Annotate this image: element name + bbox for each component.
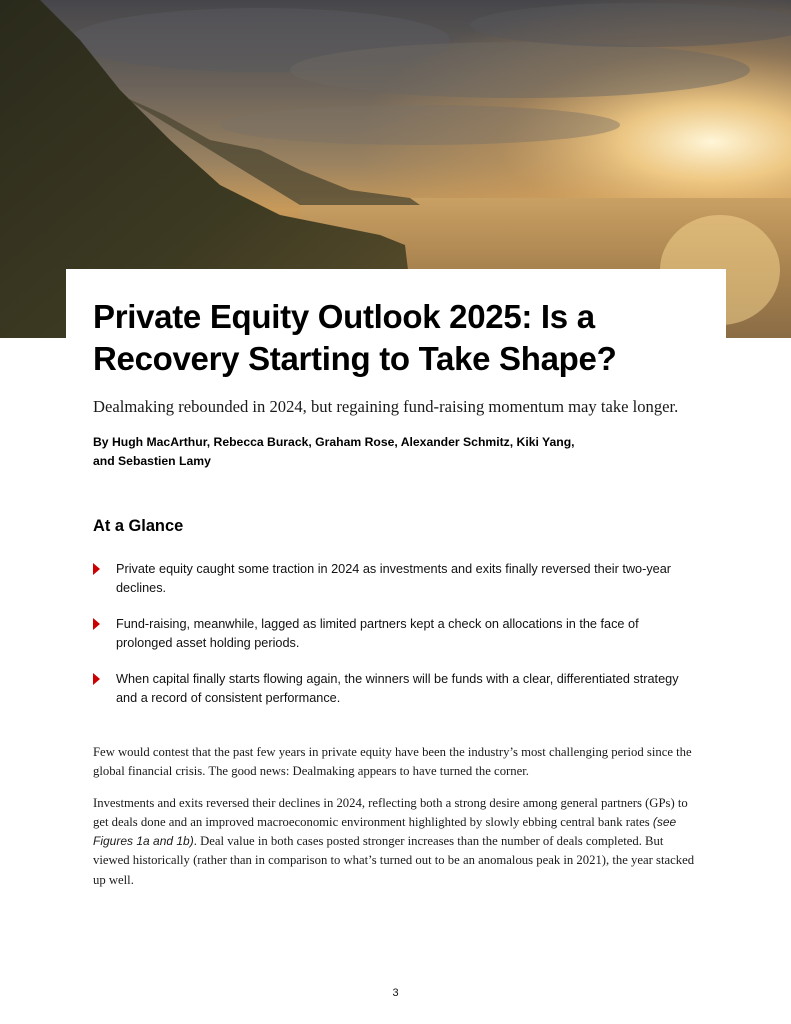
bullet-text: When capital finally starts flowing again, the winners will be funds with a clear, differentiated strategy and a record of consistent performance. <box>116 672 679 705</box>
authors-line-1: By Hugh MacArthur, Rebecca Burack, Graham Rose, Alexander Schmitz, Kiki Yang, <box>93 435 575 449</box>
paragraph-2 <box>93 794 697 890</box>
authors-line-2: and Sebastien Lamy <box>93 454 211 468</box>
subtitle: Dealmaking rebounded in 2024, but regaining fund-raising momentum may take longer. <box>93 397 679 416</box>
article-body <box>93 743 697 902</box>
paragraph-1: Few would contest that the past few years in private equity have been the industry’s most challenging period since the global financial crisis. The good news: Dealmaking appears to have turned the corner. <box>93 745 692 779</box>
authors <box>93 433 653 471</box>
list-item <box>93 670 693 708</box>
triangle-bullet-icon <box>93 618 100 630</box>
list-item <box>93 615 693 653</box>
paragraph-2-text-end: . Deal value in both cases posted stronger increases than the number of deals completed. But viewed historically (rather than in comparison to what’s turned out to be an anomalous peak in 2021), the year stacked up well. <box>93 834 695 887</box>
page-number: 3 <box>392 987 399 999</box>
bullet-text: Fund-raising, meanwhile, lagged as limited partners kept a check on allocations in the face of prolonged asset holding periods. <box>116 617 639 650</box>
paragraph-2-text-start: Investments and exits reversed their declines in 2024, reflecting both a strong desire among general partners (GPs) to get deals done and an improved macroeconomic environment highlighted by slowly ebbing central bank rates <box>93 795 688 829</box>
at-a-glance-list <box>93 560 693 725</box>
triangle-bullet-icon <box>93 673 100 685</box>
list-item <box>93 560 693 598</box>
page-title: Private Equity Outlook 2025: Is a Recovery Starting to Take Shape? <box>93 298 617 377</box>
bullet-text: Private equity caught some traction in 2024 as investments and exits finally reversed their two-year declines. <box>116 562 671 595</box>
triangle-bullet-icon <box>93 563 100 575</box>
at-a-glance-heading: At a Glance <box>93 517 184 535</box>
figure-reference: (see Figures 1a and 1b) <box>93 814 677 849</box>
